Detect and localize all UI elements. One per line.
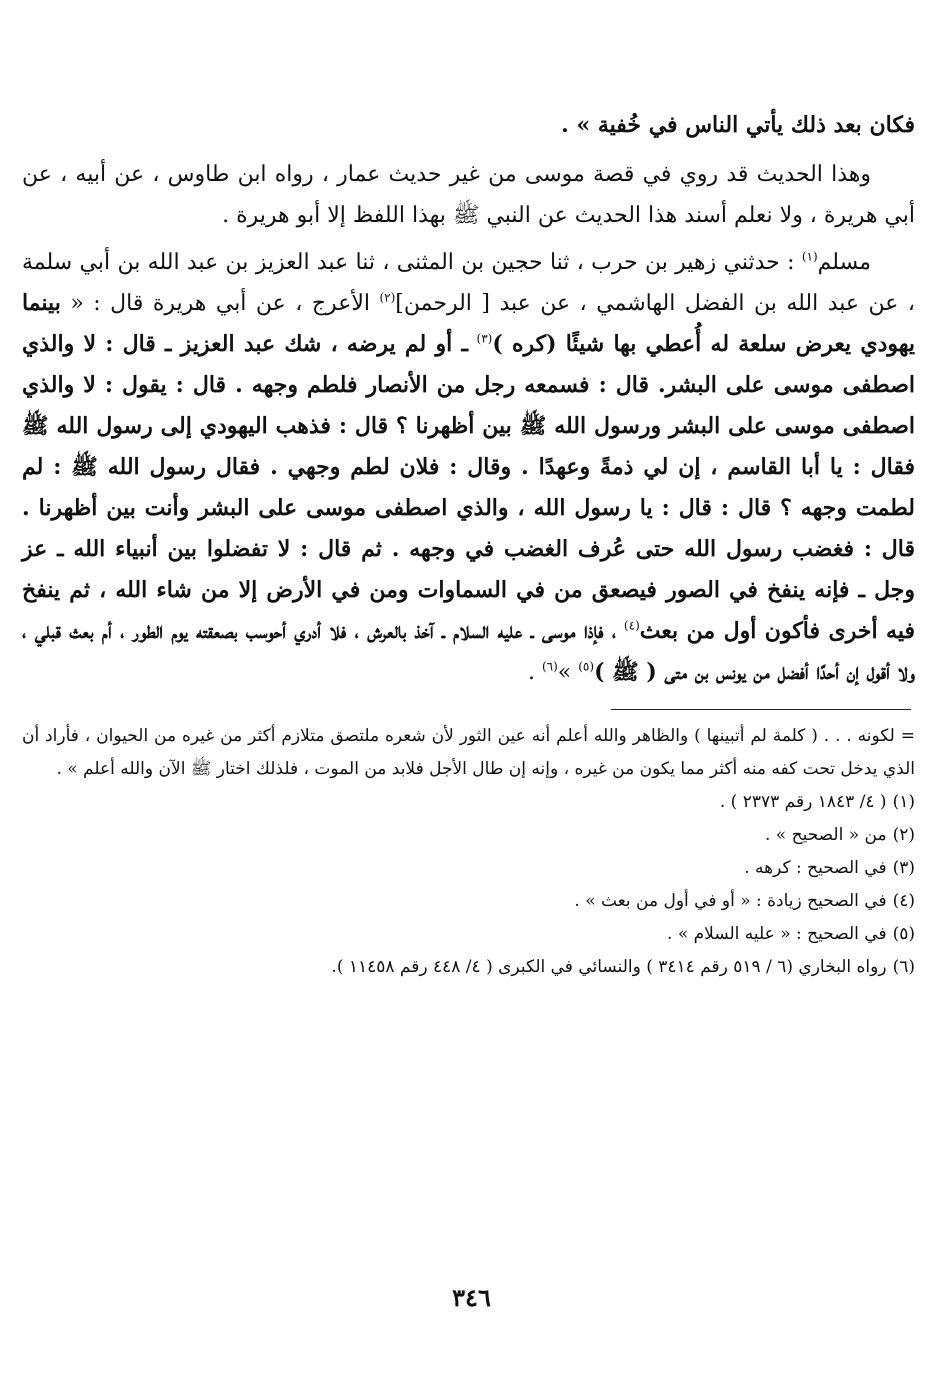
footnote-number: (٢) [892,825,915,845]
footnotes [22,720,915,984]
footnote-ref-2[interactable]: (٢) [379,290,396,305]
footnote-ref-1[interactable]: (١) [801,249,818,264]
footnote-item [22,918,915,951]
footnote-number: (٤) [892,891,915,911]
footnote-number: (٥) [892,924,915,944]
matn-part-3: ، فإذا موسى ـ عليه السلام ـ آخذ بالعرش ، فلا أدري أحوسب بصعقته يوم الطور ، أم بعث قبلي ، ولا أقول إن أحدًا أفضل من يونس بن متى ( ﷺ ) [22,618,915,685]
footnote-continuation: = لكونه . . . ( كلمة لم أتبينها ) والظاهر والله أعلم أنه عين الثور لأن شعره ملتصق متلازم أكثر من غيره من الحيوان ، فأراد أن الذي يدخل تحت كفه منه أكثر مما يكون من غيره ، وإنه إن طال الأجل فلابد من الموت ، فلذلك اختار ﷺ الآن والله أعلم » . [22,726,915,779]
footnote-text: ( ٤/ ١٨٤٣ رقم ٢٣٧٣ ) . [719,792,887,812]
page-number: ٣٤٦ [452,1283,491,1312]
footnote-text: رواه البخاري (٦ / ٥١٩ رقم ٣٤١٤ ) والنسائي في الكبرى ( ٤/ ٤٤٨ رقم ١١٤٥٨ ). [331,957,887,977]
matn-part-2: ـ أو لم يرضه ، شك عبد العزيز ـ قال : لا والذي اصطفى موسى على البشر. قال : فسمعه رجل من الأنصار فلطم وجهه . قال : يقول : لا والذي اصطفى موسى على البشر ورسول الله ﷺ بين أظهرنا ؟ قال : فذهب اليهودي إلى رسول الله ﷺ فقال : يا أبا القاسم ، إن لي ذمةً وعهدًا . وقال : فلان لطم وجهي . فقال رسول الله ﷺ : لم لطمت وجهه ؟ قال : قال : يا رسول الله ، والذي اصطفى موسى على البشر وأنت بين أظهرنا . قال : فغضب رسول الله حتى عُرف الغضب في وجهه . ثم قال : لا تفضلوا بين أنبياء الله ـ عز وجل ـ فإنه ينفخ في الصور فيصعق من في السماوات ومن في الأرض إلا من شاء الله ، ثم ينفخ فيه أخرى فأكون أول من بعث [22,331,916,644]
footnote-number: (١) [892,792,915,812]
footnote-ref-6[interactable]: (٦) [541,659,558,674]
footnote-text: في الصحيح : « عليه السلام » . [667,924,887,944]
main-text [22,105,915,693]
footnote-text: في الصحيح زيادة : « أو في أول من بعث » . [574,891,887,911]
final-period: . [527,660,535,685]
lead-line: فكان بعد ذلك يأتي الناس في خُفية » . [561,112,915,138]
footnote-item [22,951,915,984]
footnote-ref-5[interactable]: (٥) [578,659,595,674]
footnote-separator [611,709,911,710]
footnote-number: (٣) [892,858,915,878]
closing-quote: » [557,660,572,685]
isnad-chain: : حدثني زهير بن حرب ، ثنا حجين بن المثنى ، ثنا عبد العزيز بن عبد الله بن أبي سلمة ، عن عبد الله بن الفضل الهاشمي ، عن عبد [ الرحمن] [22,250,915,316]
narration-start: مسلم [817,250,871,275]
footnote-ref-3[interactable]: (٣) [476,331,493,346]
footnote-item [22,885,915,918]
matn-part-1: بينما يهودي يعرض سلعة له أُعطي بها شيئًا (كره ) [22,290,915,357]
isnad-end: الأعرج ، عن أبي هريرة قال : « [70,291,370,316]
footnote-item [22,819,915,852]
footnote-text: من « الصحيح » . [764,825,887,845]
paragraph-hadith [22,242,915,693]
footnote-item [22,786,915,819]
footnote-text: في الصحيح : كرهه . [744,858,887,878]
footnote-number: (٦) [892,957,915,977]
footnote-item [22,852,915,885]
footnote-ref-4[interactable]: (٤) [623,618,640,633]
paragraph-commentary: وهذا الحديث قد روي في قصة موسى من غير حديث عمار ، رواه ابن طاوس ، عن أبيه ، عن أبي هريرة ، ولا نعلم أسند هذا الحديث عن النبي ﷺ بهذا اللفظ إلا أبو هريرة . [22,162,915,228]
